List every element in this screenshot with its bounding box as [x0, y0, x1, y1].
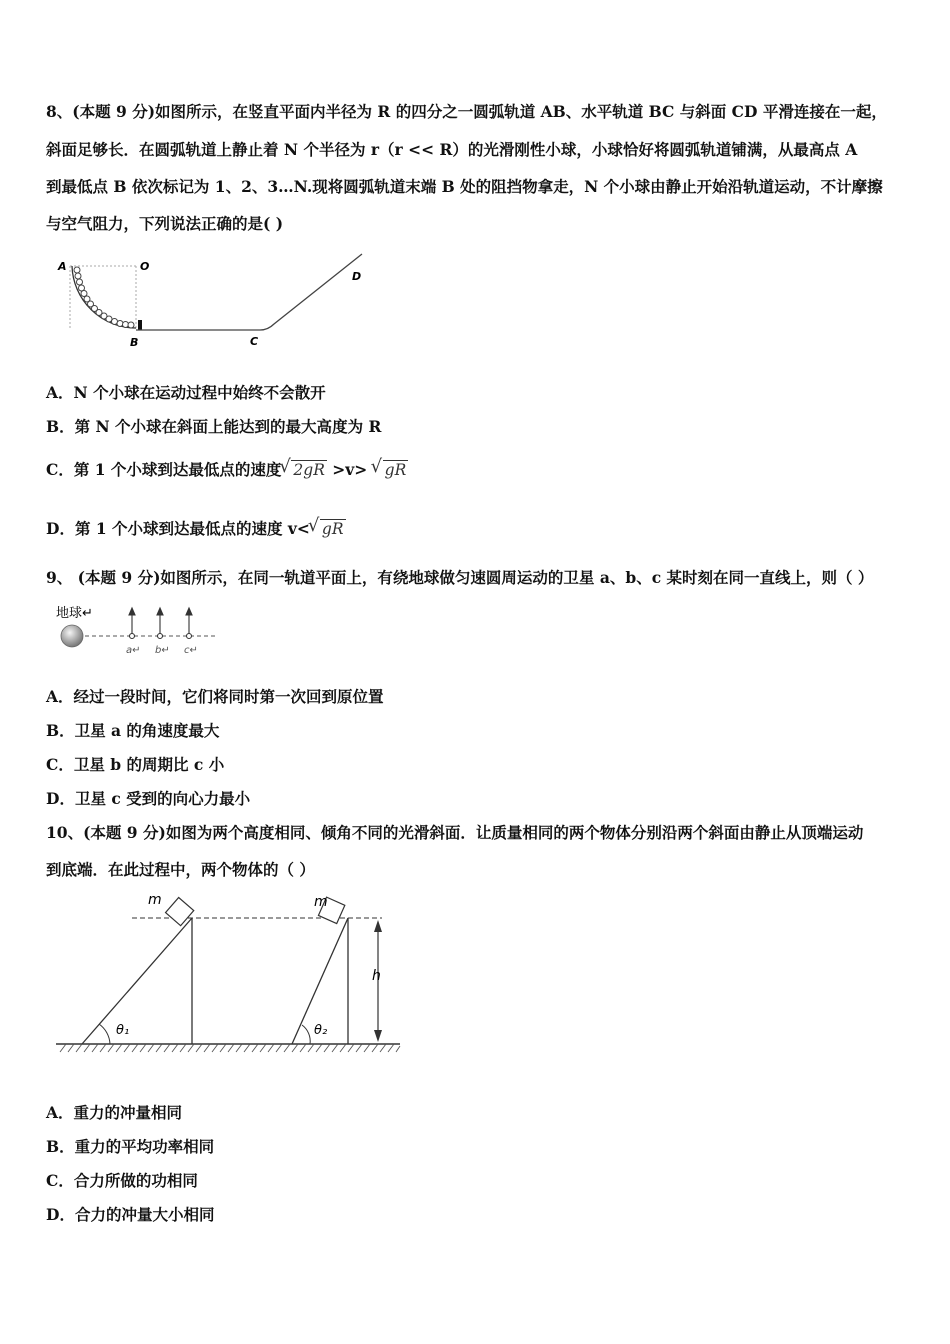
q8-option-a: A．N 个小球在运动过程中始终不会散开	[46, 383, 326, 402]
q10-incline-figure	[52, 888, 407, 1060]
label-D: D	[352, 270, 362, 283]
label-theta2: θ₂	[314, 1023, 328, 1038]
q10-option-d: D．合力的冲量大小相同	[46, 1205, 215, 1224]
q9-option-a: A．经过一段时间，它们将同时第一次回到原位置	[46, 687, 384, 706]
q9-satellite-figure	[52, 602, 222, 660]
q8-option-b: B．第 N 个小球在斜面上能达到的最大高度为 R	[46, 417, 382, 436]
label-m1: m	[148, 892, 162, 908]
label-c: c↵	[184, 645, 198, 656]
label-B: B	[130, 336, 139, 349]
label-C: C	[250, 335, 259, 348]
q9-option-d: D．卫星 c 受到的向心力最小	[46, 789, 251, 808]
label-h: h	[372, 968, 381, 984]
q8-stem-line3: 到最低点 B 依次标记为 1、2、3…N.现将圆弧轨道末端 B 处的阻挡物拿走，N 个小球由静止开始沿轨道运动，不计摩擦	[46, 177, 883, 196]
q8-stem-line4: 与空气阻力，下列说法正确的是( )	[46, 214, 284, 233]
q10-option-a: A．重力的冲量相同	[46, 1103, 183, 1122]
label-theta1: θ₁	[116, 1023, 130, 1038]
sqrt-gR: √ gR	[373, 460, 409, 480]
q8-stem-line1: 8、(本题 9 分)如图所示，在竖直平面内半径为 R 的四分之一圆弧轨道 AB、水平轨道 BC 与斜面 CD 平滑连接在一起，	[46, 102, 887, 121]
label-A: A	[58, 260, 67, 273]
q10-stem-line1: 10、(本题 9 分)如图为两个高度相同、倾角不同的光滑斜面．让质量相同的两个物体分别沿两个斜面由静止从顶端运动	[46, 823, 864, 842]
q9-option-c: C．卫星 b 的周期比 c 小	[46, 755, 225, 774]
earth-icon	[61, 625, 83, 647]
q8-option-d: D．第 1 个小球到达最低点的速度 v<√ gR	[46, 519, 346, 539]
q8-option-c: C．第 1 个小球到达最低点的速度√ 2gR >v> √ gR	[46, 460, 408, 480]
q8-stem-line2: 斜面足够长．在圆弧轨道上静止着 N 个半径为 r（r << R）的光滑刚性小球，小球恰好将圆弧轨道铺满，从最高点 A	[46, 140, 858, 159]
sqrt-2gR: √ 2gR	[281, 460, 326, 480]
q9-stem: 9、 (本题 9 分)如图所示，在同一轨道平面上，有绕地球做匀速圆周运动的卫星 a、b、c 某时刻在同一直线上，则（ ）	[46, 568, 874, 587]
q8-track-figure	[50, 248, 380, 353]
q10-stem-line2: 到底端．在此过程中，两个物体的（ ）	[46, 860, 315, 879]
q9-option-b: B．卫星 a 的角速度最大	[46, 721, 220, 740]
q10-option-b: B．重力的平均功率相同	[46, 1137, 215, 1156]
label-O: O	[140, 260, 150, 273]
label-b: b↵	[155, 645, 170, 656]
label-earth: 地球↵	[56, 606, 93, 621]
label-a: a↵	[126, 645, 141, 656]
q10-option-c: C．合力所做的功相同	[46, 1171, 198, 1190]
sqrt-gR-d: √ gR	[310, 519, 346, 539]
label-m2: m	[314, 894, 328, 910]
balls-on-arc	[74, 267, 134, 328]
